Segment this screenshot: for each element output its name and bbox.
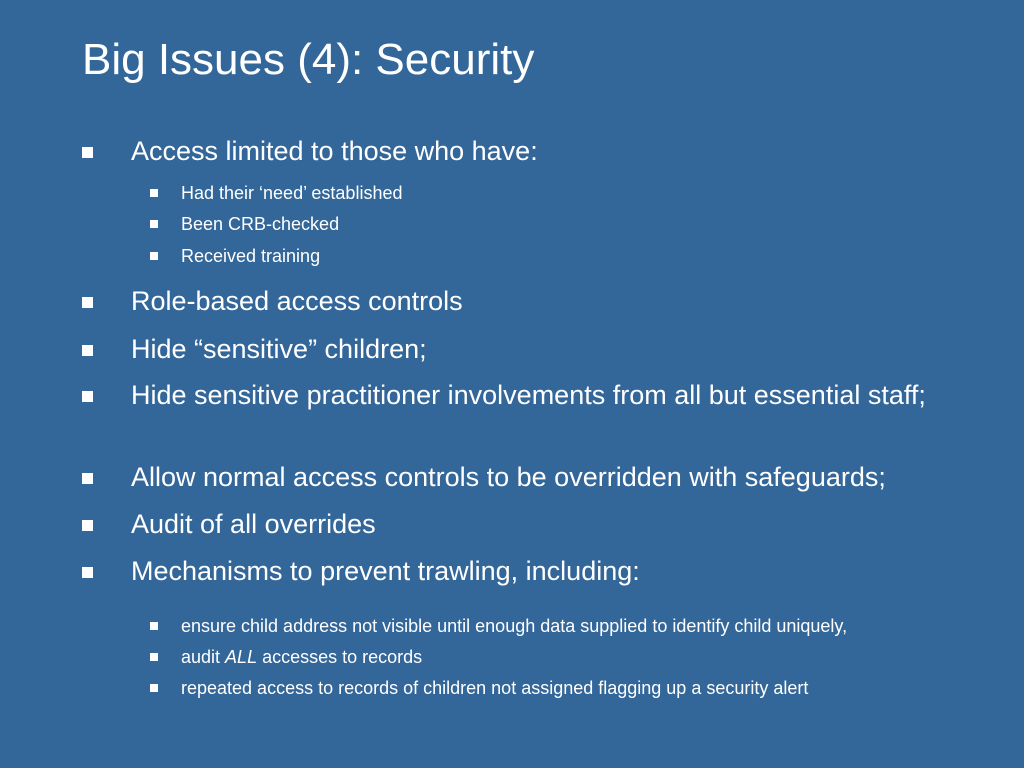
bullet-item: [82, 461, 1012, 494]
sub-bullet-item: [150, 646, 1010, 668]
bullet-text: Audit of all overrides: [131, 509, 376, 539]
square-bullet-icon: [150, 220, 158, 228]
bullet-text: Hide “sensitive” children;: [131, 334, 427, 364]
square-bullet-icon: [150, 189, 158, 197]
square-bullet-icon: [82, 391, 93, 402]
sub-bullet-text: ensure child address not visible until enough data supplied to identify child uniquely,: [181, 616, 848, 636]
square-bullet-icon: [150, 252, 158, 260]
bullet-text: Mechanisms to prevent trawling, including:: [131, 556, 640, 586]
audit-suffix: accesses to records: [257, 647, 423, 667]
sub-bullet-text: Been CRB-checked: [181, 214, 340, 234]
sub-bullet-text: Had their ‘need’ established: [181, 183, 403, 203]
square-bullet-icon: [82, 473, 93, 484]
bullet-text: Hide sensitive practitioner involvements from all but essential staff;: [131, 380, 926, 410]
square-bullet-icon: [150, 684, 158, 692]
square-bullet-icon: [82, 520, 93, 531]
square-bullet-icon: [82, 297, 93, 308]
bullet-item: [82, 135, 1012, 168]
square-bullet-icon: [150, 653, 158, 661]
sub-bullet-text: Received training: [181, 246, 321, 266]
sub-bullet-text: repeated access to records of children not assigned flagging up a security alert: [181, 678, 809, 698]
sub-bullet-item: [150, 615, 1010, 637]
bullet-item: [82, 333, 1012, 366]
slide-title: Big Issues (4): Security: [82, 35, 535, 84]
sub-bullet-text: [181, 646, 1010, 668]
bullet-item: [82, 379, 1012, 412]
sub-bullet-item: [150, 213, 1010, 235]
bullet-item: [82, 555, 1012, 588]
audit-prefix: audit: [181, 647, 226, 667]
sub-bullet-item: [150, 182, 1010, 204]
sub-bullet-item: [150, 677, 1010, 699]
audit-emphasis: ALL: [225, 647, 258, 667]
square-bullet-icon: [150, 622, 158, 630]
square-bullet-icon: [82, 567, 93, 578]
bullet-text: Allow normal access controls to be overridden with safeguards;: [131, 462, 886, 492]
square-bullet-icon: [82, 147, 93, 158]
bullet-text: Access limited to those who have:: [131, 136, 538, 166]
bullet-item: [82, 508, 1012, 541]
bullet-item: [82, 285, 1012, 318]
bullet-text: Role-based access controls: [131, 286, 463, 316]
sub-bullet-item: [150, 245, 1010, 267]
square-bullet-icon: [82, 345, 93, 356]
